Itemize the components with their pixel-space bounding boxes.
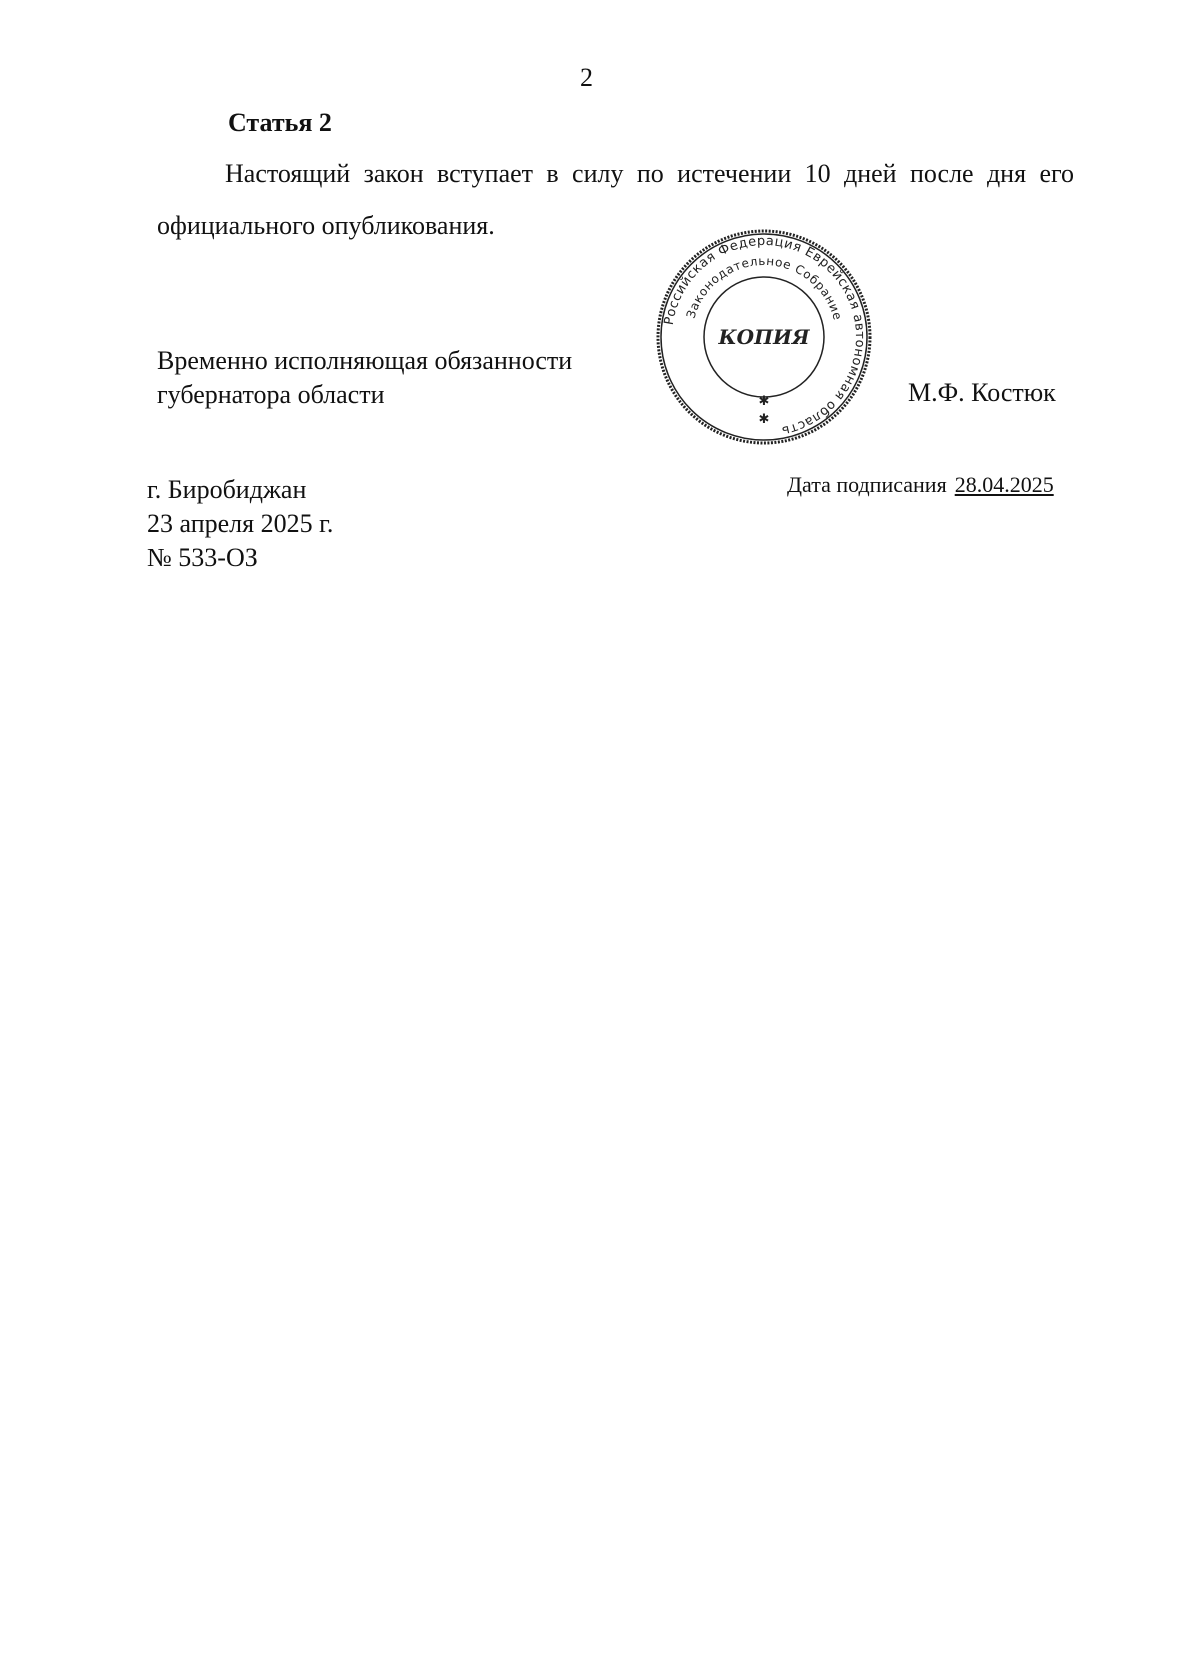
article-text: Настоящий закон вступает в силу по истечении 10 дней после дня его официального опубликования.	[157, 159, 1074, 240]
place-date-number-block	[147, 473, 333, 575]
stamp-star-icon: ✱	[758, 411, 770, 426]
signatory-role-line-2: губернатора области	[157, 380, 385, 409]
signatory-name: М.Ф. Костюк	[908, 378, 1056, 407]
stamp-star-icon: ✱	[758, 393, 770, 408]
signatory-role	[157, 344, 572, 412]
signing-date-block	[787, 472, 1054, 498]
stamp-center-text: КОПИЯ	[718, 325, 810, 349]
signing-date-label: Дата подписания	[787, 472, 947, 497]
law-number: № 533-ОЗ	[147, 543, 258, 572]
page-number: 2	[580, 63, 593, 92]
signatory-role-line-1: Временно исполняющая обязанности	[157, 346, 573, 375]
signing-date-value: 28.04.2025	[954, 472, 1054, 497]
stamp-outer-text: Российская Федерация Еврейская автономная область	[661, 233, 868, 439]
adoption-date: 23 апреля 2025 г.	[147, 509, 334, 538]
official-seal-stamp	[654, 227, 874, 447]
article-title: Статья 2	[228, 108, 332, 137]
stamp-inner-text: Законодательное Собрание	[683, 253, 845, 322]
city: г. Биробиджан	[147, 475, 307, 504]
